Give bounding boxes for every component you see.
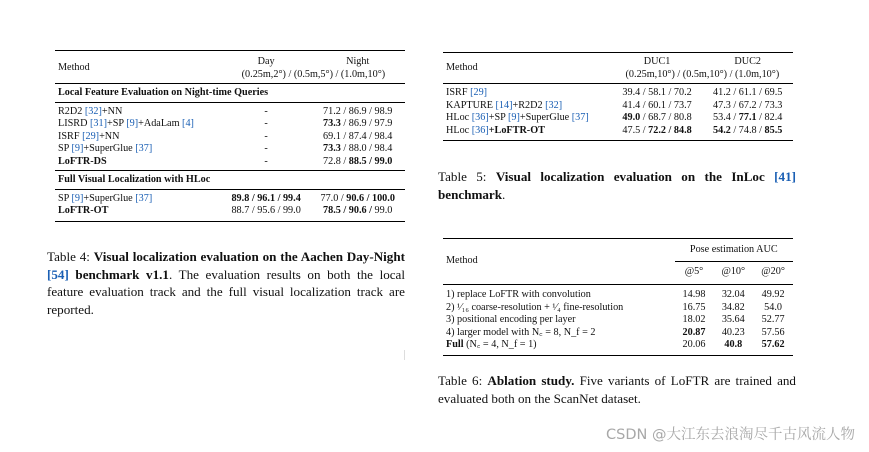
t4-header-night: Night [346,56,370,67]
t6-header-auc5: @5° [684,265,704,277]
t4-header-day: Day [257,56,275,67]
table-row: Full (N꜀ = 4, N_f = 1) 20.06 40.8 57.62 [443,339,793,355]
t5-header-method: Method [446,61,478,73]
t6-header-group: Pose estimation AUC [675,239,793,262]
table-row: ISRF [29] 39.4 / 58.1 / 70.2 41.2 / 61.1 / 69.5 [446,87,783,98]
t5-header-duc2: DUC2 [734,56,761,67]
table-row: HLoc [36]+SP [9]+SuperGlue [37] 49.0 / 68.7 / 80.8 53.4 / 77.1 / 82.4 [446,112,783,123]
table-row: LoFTR-DS - 72.8 / 88.5 / 99.0 [55,156,405,171]
t4-section-hloc: Full Visual Localization with HLoc [58,174,211,185]
table-4-caption: Table 4: Visual localization evaluation on the Aachen Day-Night [54] benchmark v1.1. The evaluation results on both the local feature evaluation track and the full visual localization track are reported. [47,249,406,317]
table-row: KAPTURE [14]+R2D2 [32] 41.4 / 60.1 / 73.7 47.3 / 67.2 / 73.3 [446,99,783,111]
table-row: ISRF [29]+NN - 69.1 / 87.4 / 98.4 [58,130,393,142]
table-row: R2D2 [32]+NN - 71.2 / 86.9 / 98.9 [58,105,393,117]
table-row: 4) larger model with N꜀ = 8, N_f = 2 20.87 40.23 57.56 [446,326,785,338]
t4-header-method: Method [58,61,90,73]
table-row: LoFTR-OT 88.7 / 95.6 / 99.0 78.5 / 90.6 / 99.0 [55,205,405,221]
table-row: LISRD [31]+SP [9]+AdaLam [4] - 73.3 / 86.9 / 97.9 [58,118,393,129]
column-divider [404,350,405,360]
table-6 [443,238,793,356]
table-6-caption: Table 6: Ablation study. Five variants of LoFTR are trained and evaluated both on the ScanNet dataset. [438,373,796,406]
table-4 [55,50,405,222]
table-row: 3) positional encoding per layer 18.02 35.64 52.77 [446,314,785,325]
t4-thresholds: (0.25m,2°) / (0.5m,5°) / (1.0m,10°) [241,68,386,80]
table-row: 1) replace LoFTR with convolution 14.98 32.04 49.92 [446,289,785,300]
table-row: SP [9]+SuperGlue [37] - 73.3 / 88.0 / 98.4 [58,143,393,154]
t6-header-method: Method [446,255,478,267]
table-row: 2) ¹⁄₁₆ coarse-resolution + ¹⁄₄ fine-resolution 16.75 34.82 54.0 [446,301,782,313]
table-row: HLoc [36]+LoFTR-OT 47.5 / 72.2 / 84.8 54.2 / 74.8 / 85.5 [443,125,793,141]
table-5 [443,52,793,141]
table-row: SP [9]+SuperGlue [37] 89.8 / 96.1 / 99.4 77.0 / 90.6 / 100.0 [58,192,395,204]
t4-section-local: Local Feature Evaluation on Night-time Queries [58,87,269,98]
t5-header-duc1: DUC1 [643,56,671,67]
watermark: CSDN @大江东去浪淘尽千古风流人物 [606,427,855,443]
t5-thresholds: (0.25m,10°) / (0.5m,10°) / (1.0m,10°) [625,68,780,80]
t6-header-auc20: @20° [761,265,785,277]
t6-header-auc10: @10° [721,265,746,277]
table-5-caption: Table 5: Visual localization evaluation on the InLoc [41] benchmark. [438,169,796,202]
